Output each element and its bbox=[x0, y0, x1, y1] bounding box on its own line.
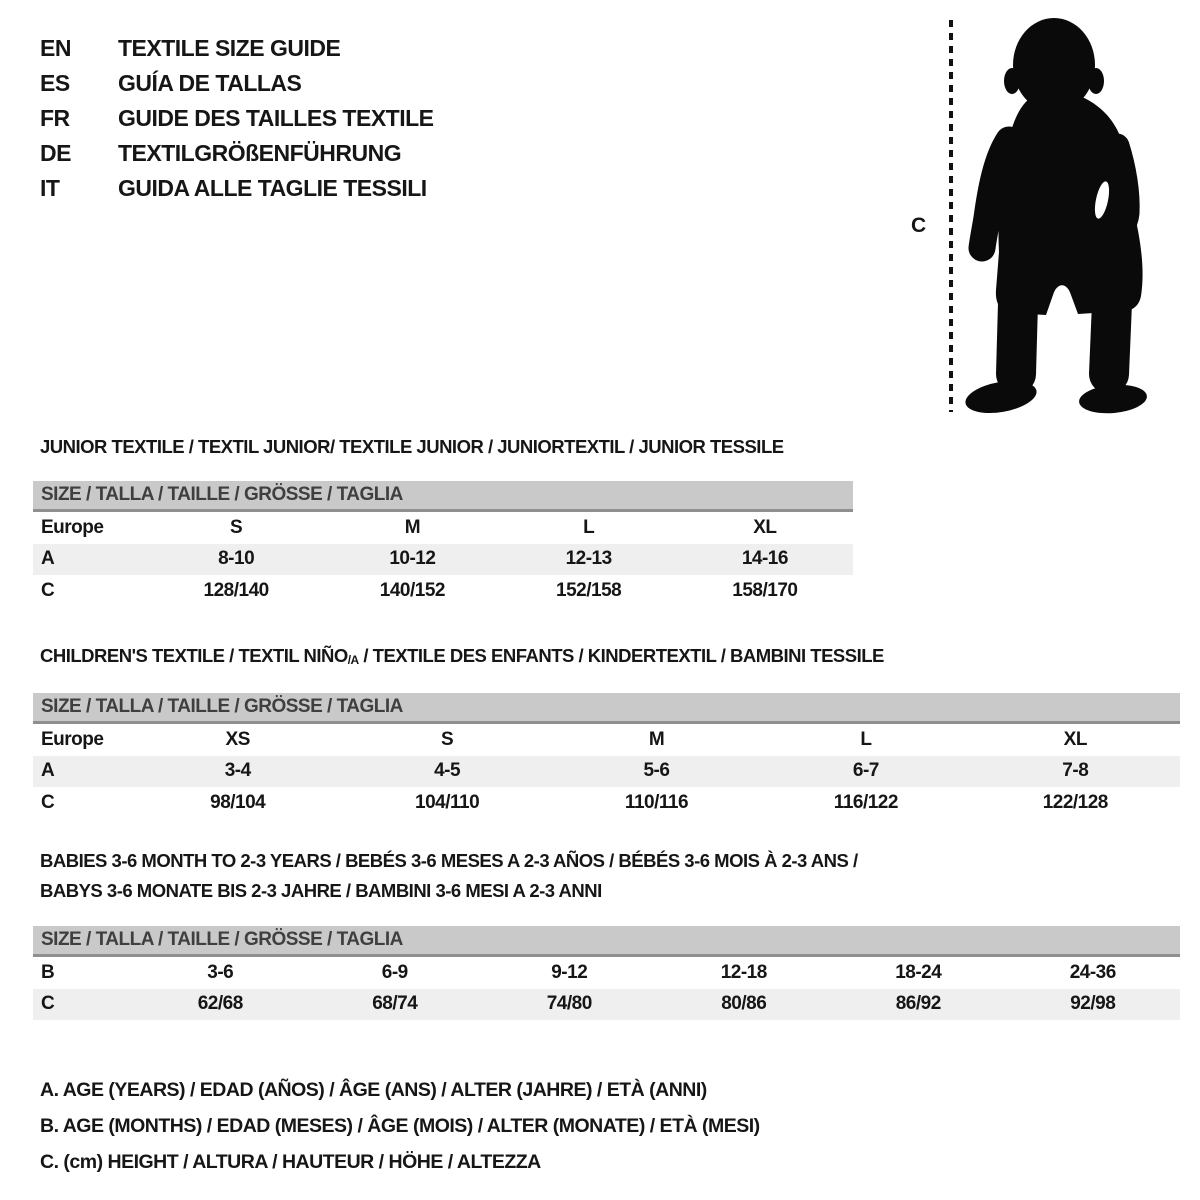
lang-title: GUIDA ALLE TAGLIE TESSILI bbox=[118, 175, 427, 201]
section-children-textile bbox=[33, 645, 1180, 819]
age-cell: 9-12 bbox=[551, 961, 588, 983]
size-figure bbox=[905, 8, 1155, 420]
footnote-c: C. (cm) HEIGHT / ALTURA / HAUTEUR / HÖHE / ALTEZZA bbox=[40, 1151, 541, 1173]
lang-code: EN bbox=[40, 35, 71, 61]
row-label: A bbox=[41, 760, 55, 782]
age-cell: 6-9 bbox=[381, 961, 408, 983]
height-cell: 62/68 bbox=[197, 993, 243, 1015]
section-junior-textile bbox=[33, 436, 853, 607]
section-title-babies-line1: BABIES 3-6 MONTH TO 2-3 YEARS / BEBÉS 3-6 MESES A 2-3 AÑOS / BÉBÉS 3-6 MOIS À 2-3 ANS / bbox=[40, 850, 858, 871]
junior-size-table bbox=[33, 512, 853, 607]
height-cell: 110/116 bbox=[624, 791, 689, 813]
col-header: L bbox=[583, 516, 595, 538]
col-header: M bbox=[648, 728, 665, 750]
height-cell: 158/170 bbox=[732, 579, 798, 601]
size-header-bar-babies: SIZE / TALLA / TAILLE / GRÖSSE / TAGLIA bbox=[33, 926, 1180, 957]
age-cell: 14-16 bbox=[741, 548, 788, 570]
lang-title: GUÍA DE TALLAS bbox=[118, 70, 302, 96]
table-row-age bbox=[33, 544, 853, 576]
age-cell: 12-13 bbox=[565, 548, 612, 570]
language-header bbox=[40, 31, 434, 206]
height-marker-label: C bbox=[911, 214, 927, 237]
row-label: C bbox=[41, 993, 55, 1015]
table-row-columns bbox=[33, 724, 1180, 756]
age-cell: 5-6 bbox=[643, 760, 670, 782]
title-text: / TEXTILE DES ENFANTS / KINDERTEXTIL / BAMBINI TESSILE bbox=[358, 645, 884, 666]
col-header: S bbox=[440, 728, 454, 750]
region-label: Europe bbox=[41, 728, 104, 750]
toddler-silhouette-icon bbox=[905, 8, 1155, 420]
height-cell: 128/140 bbox=[203, 579, 269, 601]
age-cell: 3-6 bbox=[207, 961, 234, 983]
lang-code: DE bbox=[40, 140, 71, 166]
section-babies-textile bbox=[33, 846, 1180, 1020]
footnote-a: A. AGE (YEARS) / EDAD (AÑOS) / ÂGE (ANS) / ALTER (JAHRE) / ETÀ (ANNI) bbox=[40, 1079, 707, 1101]
height-cell: 152/158 bbox=[556, 579, 622, 601]
babies-size-table bbox=[33, 957, 1180, 1020]
lang-row-it bbox=[40, 171, 434, 206]
lang-code: IT bbox=[40, 175, 60, 201]
age-cell: 6-7 bbox=[852, 760, 879, 782]
age-cell: 3-4 bbox=[224, 760, 251, 782]
height-cell: 116/122 bbox=[833, 791, 898, 813]
col-header: S bbox=[230, 516, 243, 538]
lang-row-en bbox=[40, 31, 434, 66]
age-cell: 24-36 bbox=[1069, 961, 1116, 983]
age-cell: 8-10 bbox=[218, 548, 255, 570]
height-cell: 92/98 bbox=[1070, 993, 1116, 1015]
size-header-bar-junior: SIZE / TALLA / TAILLE / GRÖSSE / TAGLIA bbox=[33, 481, 853, 512]
col-header: M bbox=[404, 516, 421, 538]
size-header-bar-children: SIZE / TALLA / TAILLE / GRÖSSE / TAGLIA bbox=[33, 693, 1180, 724]
lang-title: TEXTILGRÖßENFÜHRUNG bbox=[118, 140, 402, 166]
lang-title: GUIDE DES TAILLES TEXTILE bbox=[118, 105, 434, 131]
height-cell: 80/86 bbox=[721, 993, 767, 1015]
children-size-table bbox=[33, 724, 1180, 819]
age-cell: 7-8 bbox=[1062, 760, 1089, 782]
height-cell: 86/92 bbox=[895, 993, 941, 1015]
lang-row-es bbox=[40, 66, 434, 101]
lang-row-fr bbox=[40, 101, 434, 136]
lang-code: FR bbox=[40, 105, 70, 131]
row-label: C bbox=[41, 791, 55, 813]
col-header: XL bbox=[753, 516, 777, 538]
table-row-age bbox=[33, 756, 1180, 788]
section-title-junior: JUNIOR TEXTILE / TEXTIL JUNIOR/ TEXTILE JUNIOR / JUNIORTEXTIL / JUNIOR TESSILE bbox=[40, 436, 784, 457]
table-row-height bbox=[33, 989, 1180, 1021]
age-cell: 4-5 bbox=[434, 760, 461, 782]
row-label: C bbox=[41, 579, 55, 601]
age-cell: 18-24 bbox=[895, 961, 942, 983]
row-label: A bbox=[41, 548, 55, 570]
section-title-children bbox=[33, 645, 1180, 671]
height-cell: 140/152 bbox=[379, 579, 445, 601]
height-cell: 122/128 bbox=[1042, 791, 1108, 813]
age-cell: 12-18 bbox=[720, 961, 767, 983]
height-cell: 74/80 bbox=[546, 993, 592, 1015]
height-cell: 68/74 bbox=[372, 993, 418, 1015]
row-label: B bbox=[41, 961, 55, 983]
region-label: Europe bbox=[41, 516, 104, 538]
lang-code: ES bbox=[40, 70, 70, 96]
footnote-b: B. AGE (MONTHS) / EDAD (MESES) / ÂGE (MOIS) / ALTER (MONATE) / ETÀ (MESI) bbox=[40, 1115, 760, 1137]
table-row-height bbox=[33, 787, 1180, 819]
table-row-columns bbox=[33, 512, 853, 544]
col-header: XS bbox=[225, 728, 250, 750]
table-row-height bbox=[33, 575, 853, 607]
col-header: XL bbox=[1063, 728, 1087, 750]
title-small-sub: /A bbox=[347, 653, 359, 667]
age-cell: 10-12 bbox=[389, 548, 436, 570]
col-header: L bbox=[860, 728, 872, 750]
lang-row-de bbox=[40, 136, 434, 171]
lang-title: TEXTILE SIZE GUIDE bbox=[118, 35, 341, 61]
section-title-babies-line2: BABYS 3-6 MONATE BIS 2-3 JAHRE / BAMBINI 3-6 MESI A 2-3 ANNI bbox=[40, 880, 602, 901]
footnotes bbox=[40, 1072, 760, 1180]
height-cell: 104/110 bbox=[415, 791, 480, 813]
height-cell: 98/104 bbox=[210, 791, 266, 813]
table-row-age-months bbox=[33, 957, 1180, 989]
title-text: CHILDREN'S TEXTILE / TEXTIL NIÑO bbox=[40, 645, 348, 666]
